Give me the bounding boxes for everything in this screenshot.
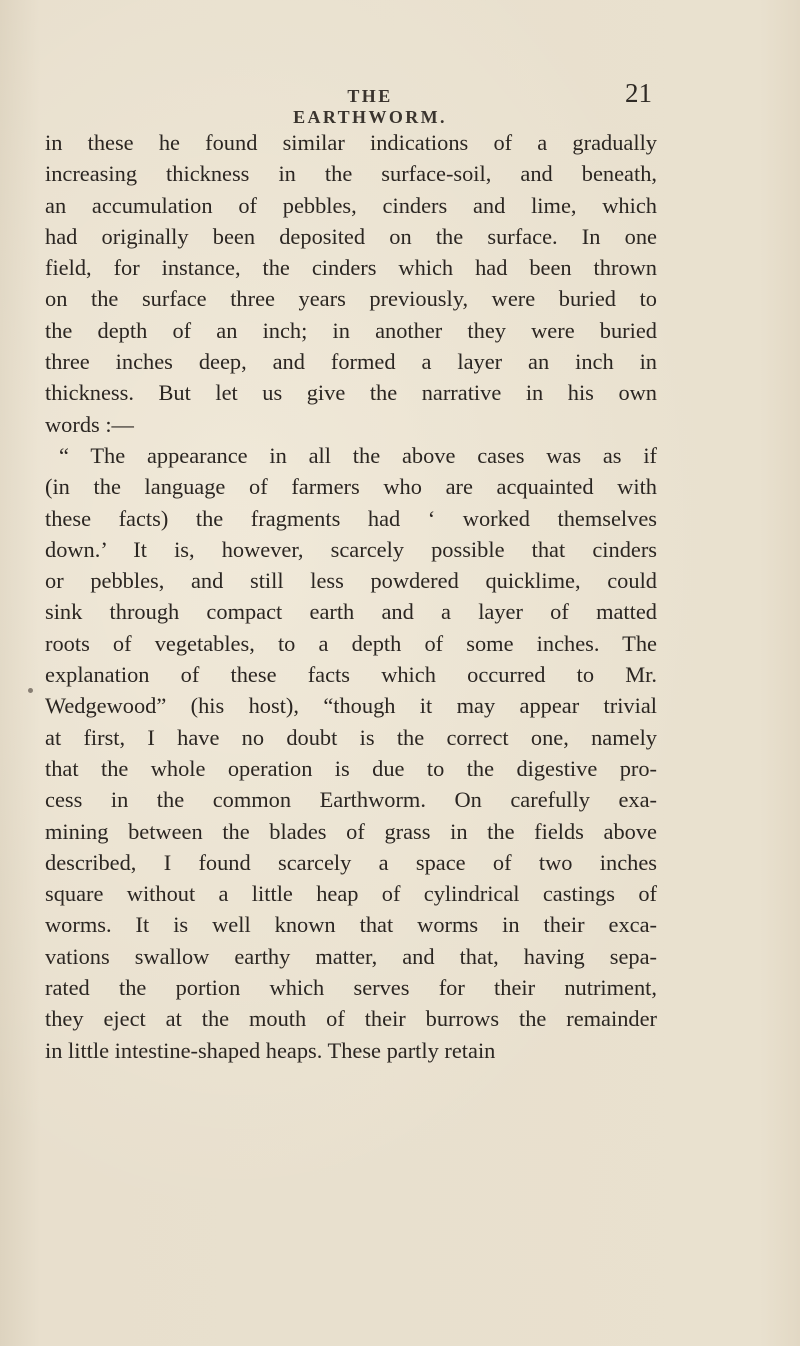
text-line: explanation of these facts which occurred to Mr. [45,662,657,688]
text-line: on the surface three years previously, were buried to [45,286,657,312]
running-head: THE EARTHWORM. [293,86,447,127]
text-line: or pebbles, and still less powdered quicklime, could [45,568,657,594]
text-line: three inches deep, and formed a layer an inch in [45,349,657,375]
text-line: square without a little heap of cylindrical castings of [45,881,657,907]
text-line: (in the language of farmers who are acquainted with [45,474,657,500]
text-line: in these he found similar indications of a gradually [45,130,657,155]
text-line: the depth of an inch; in another they were buried [45,317,657,343]
text-line: an accumulation of pebbles, cinders and lime, which [45,192,657,218]
text-line: sink through compact earth and a layer of matted [45,599,657,625]
text-line: vations swallow earthy matter, and that, having sepa- [45,943,657,969]
text-line: worms. It is well known that worms in their exca- [45,912,657,938]
text-line: these facts) the fragments had ‘ worked themselves [45,505,657,531]
text-line: rated the portion which serves for their nutriment, [45,975,657,1001]
text-line: in little intestine-shaped heaps. These partly retain [45,1037,496,1063]
text-line: had originally been deposited on the surface. In one [45,223,657,249]
text-line: increasing thickness in the surface-soil, and beneath, [45,161,657,187]
text-line: described, I found scarcely a space of two inches [45,849,657,875]
text-line: cess in the common Earthworm. On carefully exa- [45,787,657,813]
ink-speck [28,688,33,693]
text-line: at first, I have no doubt is the correct one, namely [45,724,657,750]
body-text [45,127,657,1066]
text-line: they eject at the mouth of their burrows the remainder [45,1006,657,1032]
text-line: mining between the blades of grass in the fields above [45,818,657,844]
page-number: 21 [625,78,652,108]
page-header [0,78,800,127]
text-line: down.’ It is, however, scarcely possible that cinders [45,536,657,562]
text-line: field, for instance, the cinders which had been thrown [45,255,657,281]
text-line: thickness. But let us give the narrative in his own [45,380,657,406]
text-line: words :— [45,411,134,437]
text-line: roots of vegetables, to a depth of some inches. The [45,630,657,656]
text-line: “ The appearance in all the above cases was as if [59,442,657,468]
text-line: Wedgewood” (his host), “though it may appear trivial [45,693,657,719]
text-line: that the whole operation is due to the digestive pro- [45,755,657,781]
